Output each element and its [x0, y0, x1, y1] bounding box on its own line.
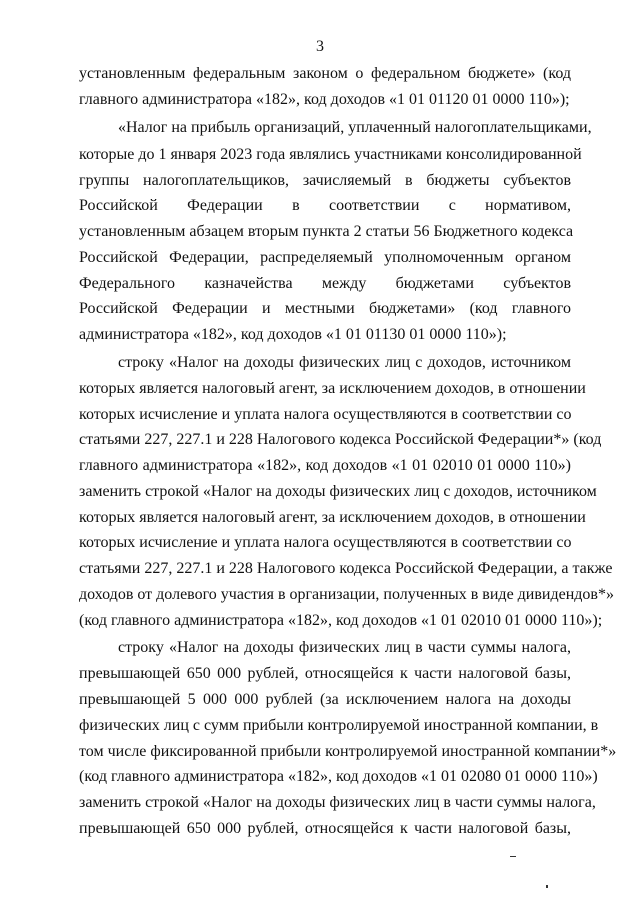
text-line: строку «Налог на доходы физических лиц в части суммы налога, — [118, 639, 571, 656]
scan-mark — [510, 856, 516, 857]
scan-mark — [546, 885, 548, 888]
text-line: (код главного администратора «182», код доходов «1 01 02010 01 0000 110»); — [79, 612, 603, 629]
text-line: которых исчисление и уплата налога осуществляются в соответствии со — [79, 406, 572, 423]
text-line: установленным федеральным законом о федеральном бюджете» (код — [79, 65, 571, 82]
text-line: которых исчисление и уплата налога осуществляются в соответствии со — [79, 534, 572, 551]
text-line: превышающей 650 000 рублей, относящейся к части налоговой базы, — [79, 665, 571, 682]
text-line: главного администратора «182», код доходов «1 01 01120 01 0000 110»); — [79, 91, 570, 108]
text-line: установленным абзацем вторым пункта 2 статьи 56 Бюджетного кодекса — [79, 223, 574, 240]
text-line: Федерального казначейства между бюджетами субъектов — [79, 275, 571, 292]
page-number: 3 — [316, 38, 324, 55]
text-line: (код главного администратора «182», код доходов «1 01 02080 01 0000 110») — [79, 768, 598, 785]
text-line: том числе фиксированной прибыли контролируемой иностранной компании*» — [79, 743, 617, 760]
text-line: заменить строкой «Налог на доходы физических лиц с доходов, источником — [79, 483, 597, 500]
text-line: статьями 227, 227.1 и 228 Налогового кодекса Российской Федерации*» (код — [79, 431, 602, 448]
text-line: Российской Федерации, распределяемый уполномоченным органом — [79, 249, 571, 266]
text-line: превышающей 5 000 000 рублей (за исключением налога на доходы — [79, 691, 571, 708]
text-line: физических лиц с сумм прибыли контролируемой иностранной компании, в — [79, 717, 599, 734]
text-line: Российской Федерации в соответствии с нормативом, — [79, 197, 571, 214]
text-line: Российской Федерации и местными бюджетами» (код главного — [79, 300, 571, 317]
text-line: строку «Налог на доходы физических лиц с доходов, источником — [118, 354, 571, 371]
text-line: которых является налоговый агент, за исключением доходов, в отношении — [79, 509, 586, 526]
text-line: превышающей 650 000 рублей, относящейся к части налоговой базы, — [79, 820, 571, 837]
text-line: заменить строкой «Налог на доходы физических лиц в части суммы налога, — [79, 794, 596, 811]
text-line: главного администратора «182», код доходов «1 01 02010 01 0000 110») — [79, 457, 571, 474]
text-line: «Налог на прибыль организаций, уплаченный налогоплательщиками, — [118, 119, 592, 136]
text-line: группы налогоплательщиков, зачисляемый в бюджеты субъектов — [79, 172, 571, 189]
text-line: доходов от долевого участия в организации, полученных в виде дивидендов*» — [79, 586, 614, 603]
text-line: которые до 1 января 2023 года являлись участниками консолидированной — [79, 146, 582, 163]
text-line: администратора «182», код доходов «1 01 01130 01 0000 110»); — [79, 326, 507, 343]
text-line: которых является налоговый агент, за исключением доходов, в отношении — [79, 380, 586, 397]
text-line: статьями 227, 227.1 и 228 Налогового кодекса Российской Федерации, а также — [79, 560, 613, 577]
